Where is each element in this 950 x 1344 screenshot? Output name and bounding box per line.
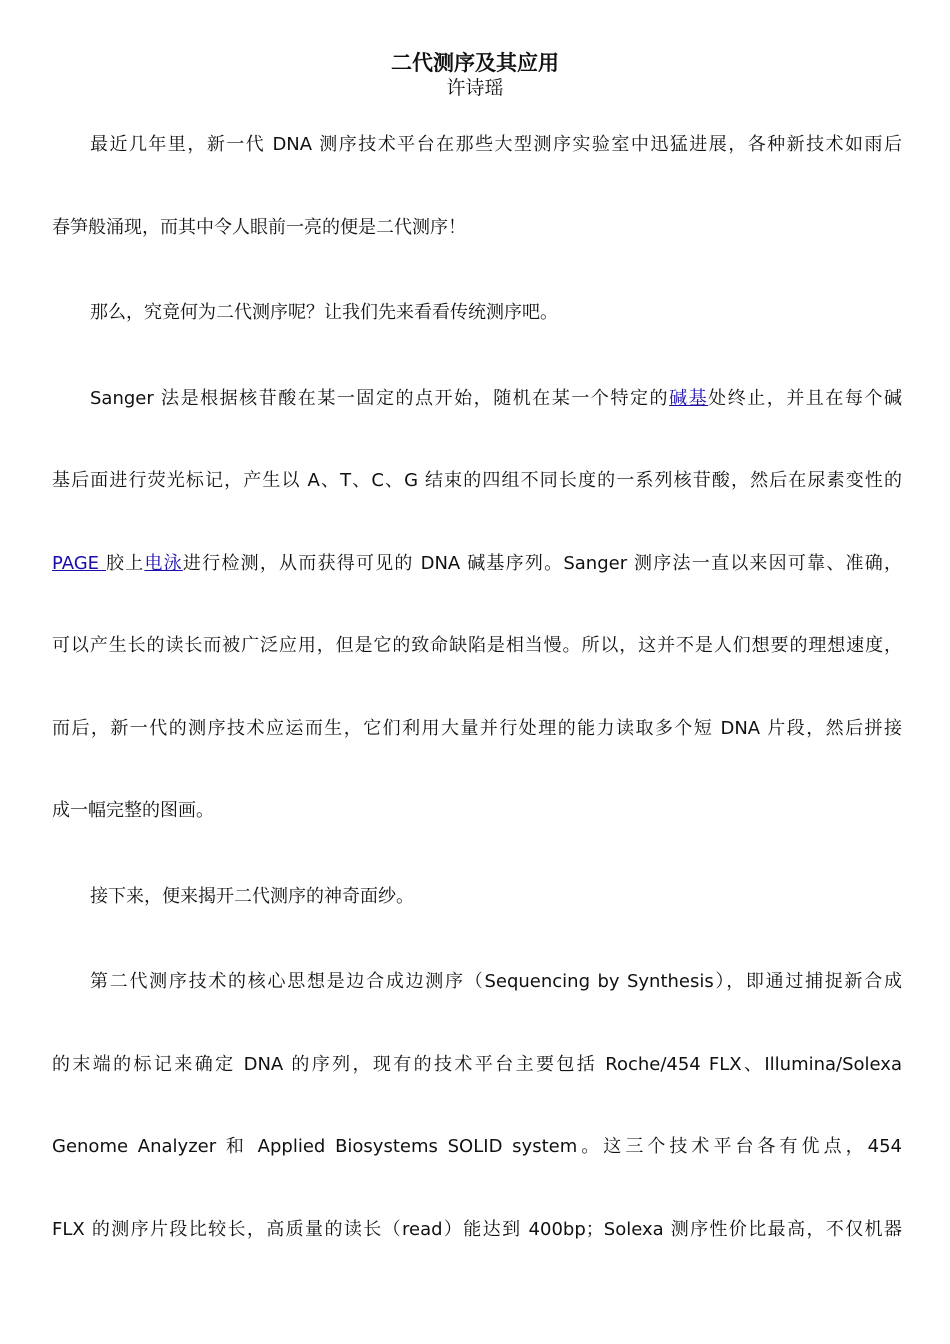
paragraph-3-line-3 bbox=[52, 551, 902, 577]
paragraph-3-line-3-mid: 胶上 bbox=[105, 553, 145, 574]
paragraph-3-line-5: 而后，新一代的测序技术应运而生，它们利用大量并行处理的能力读取多个短 DNA 片段，然后拼接 bbox=[52, 718, 902, 739]
paragraph-5-line-3: Genome Analyzer 和 Applied Biosystems SOLID system。这三个技术平台各有优点，454 bbox=[52, 1136, 902, 1157]
paragraph-2-line-1: 那么，究竟何为二代测序呢？让我们先来看看传统测序吧。 bbox=[90, 302, 558, 323]
paragraph-3-line-4: 可以产生长的读长而被广泛应用，但是它的致命缺陷是相当慢。所以，这并不是人们想要的理想速度， bbox=[52, 635, 902, 656]
paragraph-5-line-4: FLX 的测序片段比较长，高质量的读长（read）能达到 400bp；Solexa 测序性价比最高，不仅机器 bbox=[52, 1219, 902, 1240]
paragraph-5-line-1: 第二代测序技术的核心思想是边合成边测序（Sequencing by Synthesis），即通过捕捉新合成 bbox=[90, 971, 902, 992]
paragraph-3-line-2: 基后面进行荧光标记，产生以 A、T、C、G 结束的四组不同长度的一系列核苷酸，然后在尿素变性的 bbox=[52, 470, 902, 491]
link-electrophoresis[interactable]: 电泳 bbox=[144, 553, 183, 574]
paragraph-3-line-6: 成一幅完整的图画。 bbox=[52, 800, 214, 821]
link-base[interactable]: 碱基 bbox=[669, 388, 709, 409]
paragraph-3-line-1 bbox=[90, 386, 902, 412]
paragraph-5-line-2: 的末端的标记来确定 DNA 的序列，现有的技术平台主要包括 Roche/454 FLX、Illumina/Solexa bbox=[52, 1054, 902, 1075]
paragraph-3-line-3-tail: 进行检测，从而获得可见的 DNA 碱基序列。Sanger 测序法一直以来因可靠、准确， bbox=[182, 553, 903, 574]
paragraph-3-line-1-text: Sanger 法是根据核苷酸在某一固定的点开始，随机在某一个特定的 bbox=[90, 388, 670, 409]
link-page[interactable]: PAGE bbox=[52, 553, 106, 574]
document-author: 许诗瑶 bbox=[446, 77, 504, 99]
paragraph-1-line-1: 最近几年里，新一代 DNA 测序技术平台在那些大型测序实验室中迅猛进展，各种新技术如雨后 bbox=[90, 134, 902, 155]
paragraph-3-line-1-tail: 处终止，并且在每个碱 bbox=[708, 388, 903, 409]
paragraph-4-line-1: 接下来，便来揭开二代测序的神奇面纱。 bbox=[90, 886, 414, 907]
paragraph-1-line-2: 春笋般涌现，而其中令人眼前一亮的便是二代测序！ bbox=[52, 217, 466, 238]
document-title: 二代测序及其应用 bbox=[391, 50, 559, 75]
